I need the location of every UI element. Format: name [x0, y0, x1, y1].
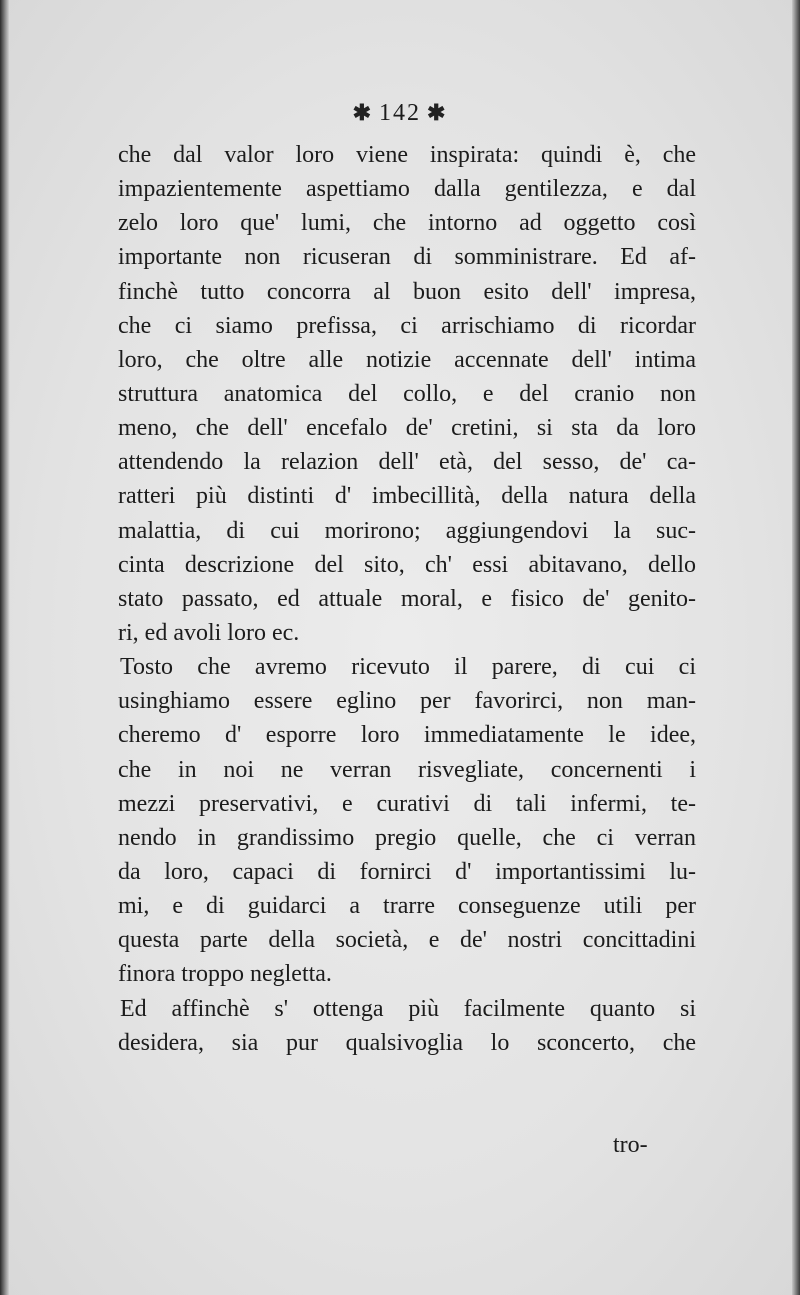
- text-line: zelo loro que' lumi, che intorno ad oggetto così: [118, 210, 696, 237]
- text-line: nendo in grandissimo pregio quelle, che ci verran: [118, 824, 696, 851]
- text-line: cinta descrizione del sito, ch' essi abitavano, dello: [118, 551, 696, 578]
- text-line: ri, ed avoli loro ec.: [118, 619, 300, 646]
- text-line: meno, che dell' encefalo de' cretini, si sta da loro: [118, 415, 696, 442]
- text-line: struttura anatomica del collo, e del cranio non: [118, 380, 696, 407]
- text-line: malattia, di cui morirono; aggiungendovi la suc-: [118, 517, 696, 544]
- text-line: finchè tutto concorra al buon esito dell' impresa,: [118, 278, 696, 305]
- text-line: da loro, capaci di fornirci d' importantissimi lu-: [118, 858, 696, 885]
- text-line: loro, che oltre alle notizie accennate dell' intima: [118, 346, 696, 373]
- text-line: Ed affinchè s' ottenga più facilmente quanto si: [120, 995, 696, 1022]
- page-edge-shadow-right: [792, 0, 800, 1295]
- text-line: desidera, sia pur qualsivoglia lo sconcerto, che: [118, 1029, 696, 1056]
- text-line: Tosto che avremo ricevuto il parere, di cui ci: [120, 654, 696, 681]
- text-line: cheremo d' esporre loro immediatamente le idee,: [118, 722, 696, 749]
- text-line: mi, e di guidarci a trarre conseguenze utili per: [118, 893, 696, 920]
- text-line: impazientemente aspettiamo dalla gentilezza, e dal: [118, 176, 696, 203]
- text-line: che dal valor loro viene inspirata: quindi è, che: [118, 142, 696, 168]
- text-line: stato passato, ed attuale moral, e fisico de' genito-: [118, 585, 696, 612]
- page-edge-shadow-left: [0, 0, 10, 1295]
- text-line: ratteri più distinti d' imbecillità, della natura della: [118, 483, 696, 510]
- page-number: 142: [379, 100, 421, 126]
- ornament-left-icon: ✱: [352, 100, 373, 125]
- text-line: che in noi ne verran risvegliate, concernenti i: [118, 756, 696, 783]
- text-line: questa parte della società, e de' nostri concittadini: [118, 927, 696, 954]
- text-line: importante non ricuseran di somministrare. Ed af-: [118, 244, 696, 271]
- ornament-right-icon: ✱: [427, 100, 448, 125]
- text-line: finora troppo negletta.: [118, 961, 332, 988]
- catchword: tro-: [613, 1132, 648, 1158]
- text-line: mezzi preservativi, e curativi di tali infermi, te-: [118, 790, 696, 817]
- page-header: [0, 100, 800, 127]
- text-line: usinghiamo essere eglino per favorirci, non man-: [118, 688, 696, 715]
- text-line: attendendo la relazion dell' età, del sesso, de' ca-: [118, 449, 696, 476]
- text-line: che ci siamo prefissa, ci arrischiamo di ricordar: [118, 312, 696, 339]
- body-text: [118, 138, 696, 1060]
